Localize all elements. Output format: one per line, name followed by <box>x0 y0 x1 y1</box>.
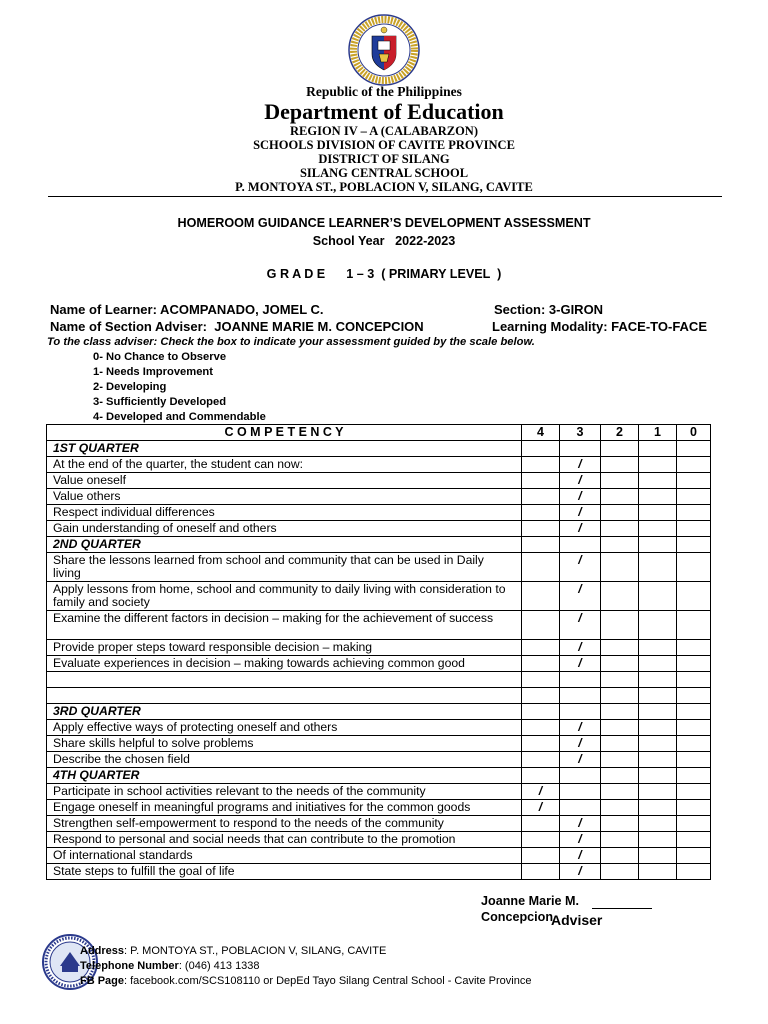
rating-cell-4[interactable] <box>522 720 560 736</box>
scale-header-0: 0 <box>677 425 711 441</box>
competency-text: Examine the different factors in decision – making for the achievement of success <box>47 611 522 640</box>
learning-modality: Learning Modality: FACE-TO-FACE <box>492 319 707 334</box>
table-row <box>47 521 711 537</box>
rating-cell-4[interactable] <box>522 816 560 832</box>
rating-cell-0[interactable] <box>677 611 711 640</box>
rating-cell-0[interactable] <box>677 752 711 768</box>
table-row <box>47 848 711 864</box>
rating-cell-4[interactable] <box>522 864 560 880</box>
rating-cell-4[interactable] <box>522 473 560 489</box>
adviser-name: Name of Section Adviser: JOANNE MARIE M. CONCEPCION <box>50 319 424 334</box>
rating-cell-1[interactable] <box>639 473 677 489</box>
rating-cell-1[interactable] <box>639 800 677 816</box>
rating-cell-0[interactable] <box>677 489 711 505</box>
scale-item: 3- Sufficiently Developed <box>93 396 227 408</box>
department-heading: Department of Education <box>264 99 504 124</box>
rating-cell-0[interactable] <box>677 864 711 880</box>
rating-cell-3[interactable]: / <box>560 736 601 752</box>
learner-name: Name of Learner: ACOMPANADO, JOMEL C. <box>50 302 324 317</box>
scale-header-2: 2 <box>601 425 639 441</box>
rating-cell-4[interactable] <box>522 441 560 457</box>
rating-cell-2[interactable] <box>601 752 639 768</box>
table-row <box>47 611 711 640</box>
rating-cell-3[interactable]: / <box>560 656 601 672</box>
scale-header-1: 1 <box>639 425 677 441</box>
rating-cell-1[interactable] <box>639 489 677 505</box>
rating-cell-4[interactable] <box>522 752 560 768</box>
quarter-label: 1ST QUARTER <box>47 441 522 457</box>
district-heading: DISTRICT OF SILANG <box>318 152 450 166</box>
rating-cell-4[interactable] <box>522 537 560 553</box>
rating-cell-4[interactable] <box>522 505 560 521</box>
rating-cell-1[interactable] <box>639 816 677 832</box>
rating-cell-1[interactable] <box>639 768 677 784</box>
competency-text: Respect individual differences <box>47 505 522 521</box>
competency-text: Strengthen self-empowerment to respond to the needs of the community <box>47 816 522 832</box>
rating-cell-0[interactable] <box>677 441 711 457</box>
quarter-row <box>47 704 711 720</box>
rating-cell-2[interactable] <box>601 611 639 640</box>
instruction-text: To the class adviser: Check the box to indicate your assessment guided by the scale below. <box>47 336 535 348</box>
rating-cell-4[interactable] <box>522 611 560 640</box>
rating-cell-0[interactable] <box>677 688 711 704</box>
rating-cell-0[interactable] <box>677 672 711 688</box>
rating-cell-2[interactable] <box>601 832 639 848</box>
rating-cell-0[interactable] <box>677 473 711 489</box>
grade-level: G R A D E 1 – 3 ( PRIMARY LEVEL ) <box>266 267 502 281</box>
quarter-row <box>47 768 711 784</box>
rating-cell-1[interactable] <box>639 441 677 457</box>
rating-cell-4[interactable] <box>522 832 560 848</box>
rating-cell-4[interactable] <box>522 640 560 656</box>
competency-header: C O M P E T E N C Y <box>47 425 522 441</box>
header-divider <box>48 196 722 197</box>
rating-cell-2[interactable] <box>601 688 639 704</box>
rating-cell-2[interactable] <box>601 656 639 672</box>
footer-address-value: : P. MONTOYA ST., POBLACION V, SILANG, CAVITE <box>124 945 387 957</box>
rating-cell-2[interactable] <box>601 640 639 656</box>
rating-cell-3[interactable]: / <box>560 473 601 489</box>
competency-text: Engage oneself in meaningful programs and initiatives for the common goods <box>47 800 522 816</box>
rating-cell-0[interactable] <box>677 704 711 720</box>
competency-text: Value others <box>47 489 522 505</box>
table-row <box>47 640 711 656</box>
rating-cell-4[interactable] <box>522 848 560 864</box>
rating-cell-0[interactable] <box>677 582 711 611</box>
rating-cell-1[interactable] <box>639 784 677 800</box>
rating-cell-4[interactable] <box>522 688 560 704</box>
rating-cell-2[interactable] <box>601 768 639 784</box>
rating-cell-1[interactable] <box>639 582 677 611</box>
rating-cell-0[interactable] <box>677 640 711 656</box>
rating-cell-3[interactable]: / <box>560 864 601 880</box>
rating-cell-2[interactable] <box>601 505 639 521</box>
rating-cell-2[interactable] <box>601 553 639 582</box>
competency-text: Evaluate experiences in decision – making towards achieving common good <box>47 656 522 672</box>
rating-cell-0[interactable] <box>677 656 711 672</box>
rating-cell-2[interactable] <box>601 441 639 457</box>
signature-role: Adviser <box>551 912 603 928</box>
rating-cell-2[interactable] <box>601 816 639 832</box>
rating-cell-3[interactable]: / <box>560 489 601 505</box>
table-row <box>47 489 711 505</box>
rating-cell-4[interactable] <box>522 521 560 537</box>
footer-fb-value: : facebook.com/SCS108110 or DepEd Tayo Silang Central School - Cavite Province <box>124 975 532 987</box>
competency-text: Share skills helpful to solve problems <box>47 736 522 752</box>
table-row <box>47 688 711 704</box>
rating-cell-2[interactable] <box>601 800 639 816</box>
rating-cell-1[interactable] <box>639 848 677 864</box>
rating-cell-3[interactable]: / <box>560 848 601 864</box>
rating-cell-4[interactable]: / <box>522 800 560 816</box>
rating-cell-1[interactable] <box>639 537 677 553</box>
rating-cell-2[interactable] <box>601 720 639 736</box>
table-row <box>47 720 711 736</box>
table-row <box>47 656 711 672</box>
rating-cell-2[interactable] <box>601 736 639 752</box>
table-row <box>47 800 711 816</box>
rating-cell-0[interactable] <box>677 848 711 864</box>
table-row <box>47 784 711 800</box>
footer-fb <box>80 974 531 989</box>
rating-cell-2[interactable] <box>601 489 639 505</box>
rating-cell-0[interactable] <box>677 457 711 473</box>
table-row <box>47 832 711 848</box>
quarter-label: 2ND QUARTER <box>47 537 522 553</box>
rating-cell-1[interactable] <box>639 457 677 473</box>
table-row <box>47 672 711 688</box>
rating-cell-3[interactable]: / <box>560 553 601 582</box>
rating-cell-2[interactable] <box>601 864 639 880</box>
school-year: School Year 2022-2023 <box>312 234 456 248</box>
rating-cell-4[interactable] <box>522 489 560 505</box>
rating-cell-3[interactable] <box>560 672 601 688</box>
rating-cell-0[interactable] <box>677 736 711 752</box>
rating-cell-1[interactable] <box>639 640 677 656</box>
rating-cell-3[interactable] <box>560 768 601 784</box>
table-row <box>47 457 711 473</box>
assessment-title: HOMEROOM GUIDANCE LEARNER’S DEVELOPMENT ASSESSMENT <box>177 216 591 230</box>
competency-text: Respond to personal and social needs that can contribute to the promotion <box>47 832 522 848</box>
rating-cell-4[interactable] <box>522 582 560 611</box>
footer-fb-label: FB Page <box>80 975 125 987</box>
rating-cell-3[interactable] <box>560 688 601 704</box>
rating-cell-3[interactable]: / <box>560 640 601 656</box>
competency-text: Share the lessons learned from school and community that can be used in Daily living <box>47 553 522 582</box>
quarter-row <box>47 441 711 457</box>
rating-cell-4[interactable] <box>522 553 560 582</box>
competency-text: Provide proper steps toward responsible decision – making <box>47 640 522 656</box>
footer-address <box>80 944 386 959</box>
rating-cell-2[interactable] <box>601 704 639 720</box>
rating-cell-3[interactable]: / <box>560 720 601 736</box>
rating-cell-1[interactable] <box>639 720 677 736</box>
rating-cell-1[interactable] <box>639 736 677 752</box>
table-row <box>47 473 711 489</box>
rating-cell-1[interactable] <box>639 672 677 688</box>
rating-cell-2[interactable] <box>601 521 639 537</box>
division-heading: SCHOOLS DIVISION OF CAVITE PROVINCE <box>253 138 515 152</box>
rating-cell-4[interactable] <box>522 672 560 688</box>
rating-cell-1[interactable] <box>639 704 677 720</box>
rating-cell-0[interactable] <box>677 832 711 848</box>
competency-text: State steps to fulfill the goal of life <box>47 864 522 880</box>
rating-cell-4[interactable] <box>522 736 560 752</box>
rating-cell-1[interactable] <box>639 521 677 537</box>
table-row <box>47 582 711 611</box>
rating-cell-0[interactable] <box>677 553 711 582</box>
rating-cell-3[interactable]: / <box>560 521 601 537</box>
footer-address-label: Address <box>80 945 125 957</box>
competency-text: Gain understanding of oneself and others <box>47 521 522 537</box>
rating-cell-0[interactable] <box>677 537 711 553</box>
scale-header-4: 4 <box>522 425 560 441</box>
table-row <box>47 864 711 880</box>
rating-cell-2[interactable] <box>601 582 639 611</box>
rating-cell-4[interactable] <box>522 768 560 784</box>
rating-cell-2[interactable] <box>601 784 639 800</box>
competency-text: Apply effective ways of protecting oneself and others <box>47 720 522 736</box>
rating-cell-3[interactable] <box>560 800 601 816</box>
rating-cell-3[interactable] <box>560 784 601 800</box>
scale-item: 0- No Chance to Observe <box>93 351 227 363</box>
section: Section: 3-GIRON <box>494 302 604 317</box>
rating-cell-3[interactable]: / <box>560 582 601 611</box>
rating-cell-0[interactable] <box>677 505 711 521</box>
signature-name-line1: Joanne Marie M. <box>481 894 579 908</box>
table-row <box>47 752 711 768</box>
scale-item: 4- Developed and Commendable <box>93 411 266 423</box>
competency-text: Describe the chosen field <box>47 752 522 768</box>
rating-cell-3[interactable]: / <box>560 816 601 832</box>
rating-cell-3[interactable] <box>560 537 601 553</box>
rating-cell-1[interactable] <box>639 656 677 672</box>
footer-phone-label: Telephone Number <box>80 960 179 972</box>
scale-header-3: 3 <box>560 425 601 441</box>
competency-text: Value oneself <box>47 473 522 489</box>
signature-name-line2: Concepcion <box>481 910 554 924</box>
quarter-label: 3RD QUARTER <box>47 704 522 720</box>
rating-cell-3[interactable] <box>560 441 601 457</box>
signature-line <box>592 908 652 909</box>
rating-cell-2[interactable] <box>601 457 639 473</box>
rating-cell-2[interactable] <box>601 473 639 489</box>
rating-cell-0[interactable] <box>677 816 711 832</box>
quarter-label: 4TH QUARTER <box>47 768 522 784</box>
quarter-row <box>47 537 711 553</box>
table-row <box>47 736 711 752</box>
region-heading: REGION IV – A (CALABARZON) <box>290 124 478 138</box>
rating-cell-3[interactable]: / <box>560 505 601 521</box>
rating-cell-3[interactable] <box>560 704 601 720</box>
rating-cell-1[interactable] <box>639 864 677 880</box>
rating-cell-0[interactable] <box>677 720 711 736</box>
school-heading: SILANG CENTRAL SCHOOL <box>299 166 469 180</box>
table-header-row <box>47 425 711 441</box>
rating-cell-4[interactable] <box>522 656 560 672</box>
deped-seal-logo <box>348 14 420 86</box>
rating-cell-3[interactable]: / <box>560 611 601 640</box>
competency-text: Participate in school activities relevant to the needs of the community <box>47 784 522 800</box>
rating-cell-3[interactable]: / <box>560 752 601 768</box>
rating-cell-1[interactable] <box>639 553 677 582</box>
republic-heading: Republic of the Philippines <box>306 84 462 99</box>
table-row <box>47 816 711 832</box>
competency-text <box>47 688 522 704</box>
competency-text: Apply lessons from home, school and community to daily living with consideration to family and society <box>47 582 522 611</box>
rating-cell-3[interactable]: / <box>560 832 601 848</box>
rating-cell-1[interactable] <box>639 752 677 768</box>
rating-cell-1[interactable] <box>639 611 677 640</box>
rating-cell-4[interactable] <box>522 704 560 720</box>
competency-text: At the end of the quarter, the student can now: <box>47 457 522 473</box>
footer-phone <box>80 959 260 974</box>
address-heading: P. MONTOYA ST., POBLACION V, SILANG, CAVITE <box>235 180 533 194</box>
rating-cell-4[interactable] <box>522 457 560 473</box>
scale-item: 2- Developing <box>93 381 167 393</box>
competency-table <box>46 424 711 880</box>
rating-cell-0[interactable] <box>677 800 711 816</box>
rating-cell-1[interactable] <box>639 832 677 848</box>
rating-cell-0[interactable] <box>677 784 711 800</box>
rating-cell-4[interactable]: / <box>522 784 560 800</box>
rating-cell-0[interactable] <box>677 768 711 784</box>
footer-phone-value: : (046) 413 1338 <box>178 960 260 972</box>
rating-cell-2[interactable] <box>601 672 639 688</box>
rating-cell-3[interactable]: / <box>560 457 601 473</box>
competency-text: Of international standards <box>47 848 522 864</box>
table-row <box>47 553 711 582</box>
rating-cell-1[interactable] <box>639 505 677 521</box>
rating-cell-1[interactable] <box>639 688 677 704</box>
rating-cell-0[interactable] <box>677 521 711 537</box>
scale-item: 1- Needs Improvement <box>93 366 213 378</box>
rating-cell-2[interactable] <box>601 848 639 864</box>
table-row <box>47 505 711 521</box>
rating-cell-2[interactable] <box>601 537 639 553</box>
competency-text <box>47 672 522 688</box>
